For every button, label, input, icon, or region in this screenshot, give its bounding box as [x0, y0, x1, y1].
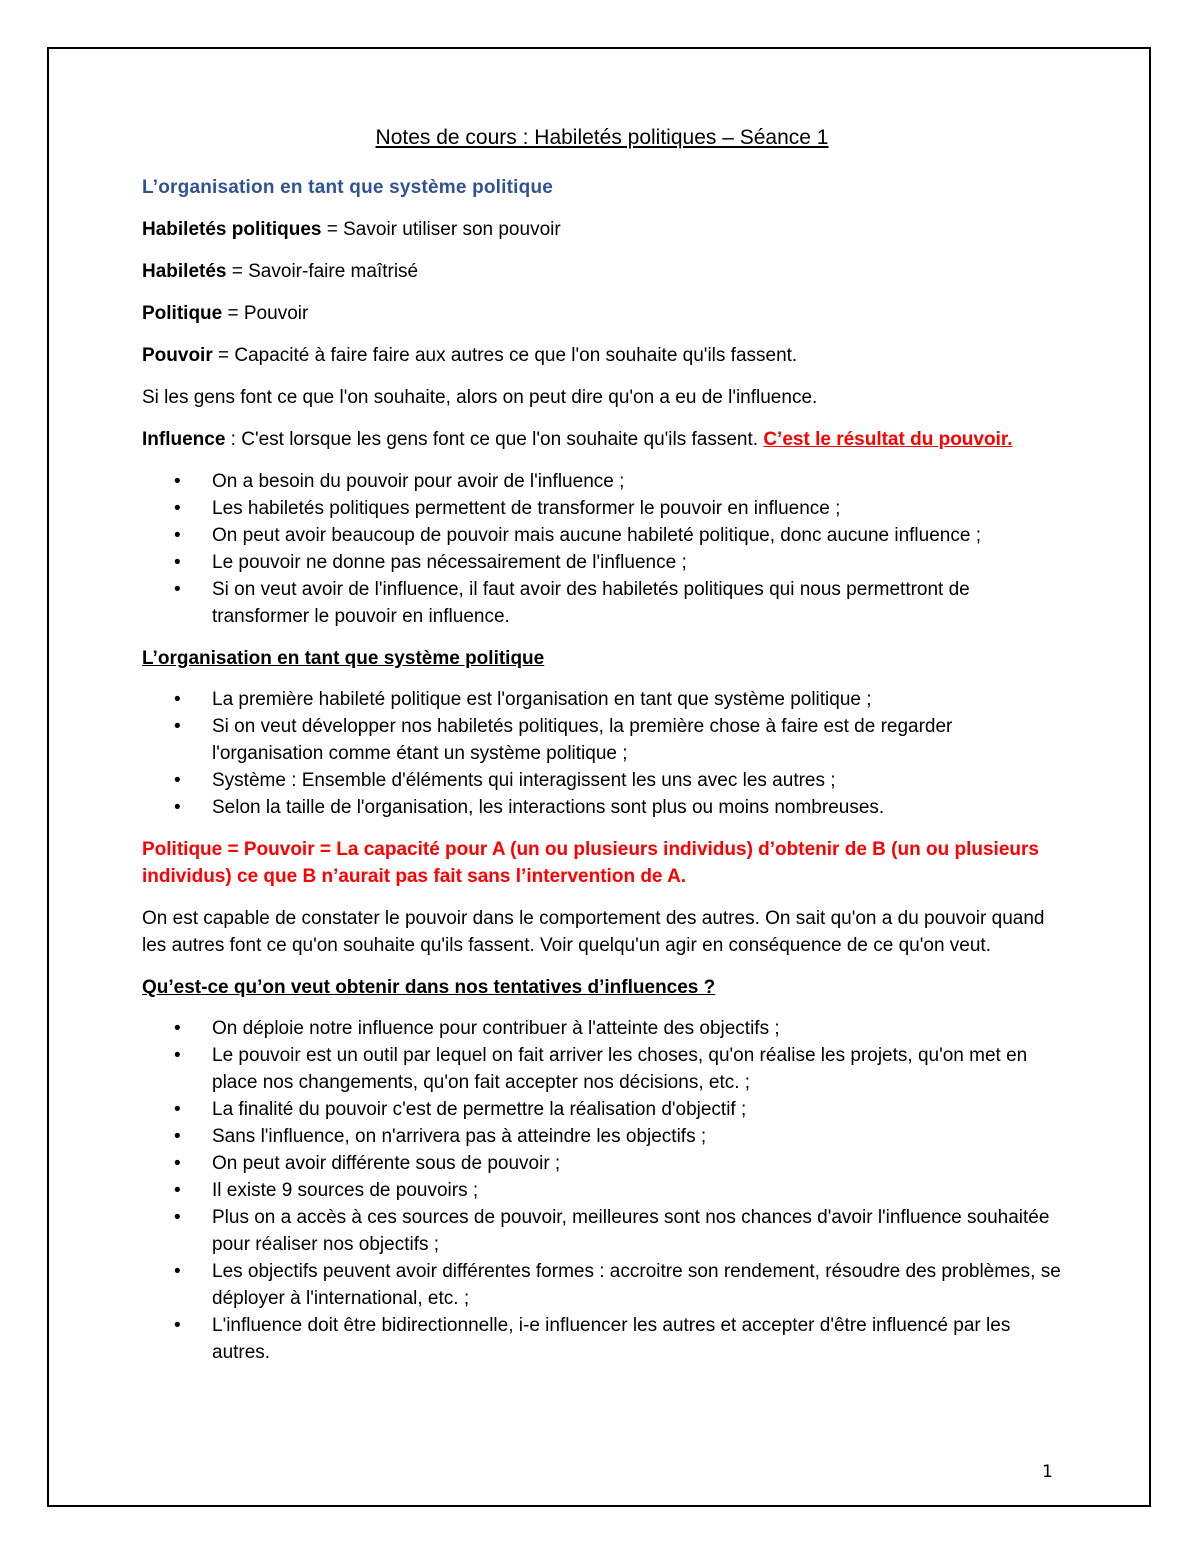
list-item: • On a besoin du pouvoir pour avoir de l'influence ; — [142, 468, 1062, 495]
section-heading-underlined: Qu’est-ce qu’on veut obtenir dans nos tentatives d’influences ? — [142, 977, 716, 998]
influence-highlight: C’est le résultat du pouvoir. — [763, 429, 1013, 450]
definition-text: = Capacité à faire faire aux autres ce que l'on souhaite qu'ils fassent. — [212, 345, 798, 366]
bullet-icon: • — [174, 1261, 181, 1282]
bullet-icon: • — [174, 1180, 181, 1201]
bullet-icon: • — [174, 525, 181, 546]
red-definition: Politique = Pouvoir = La capacité pour A (un ou plusieurs individus) d’obtenir de B (un ou plusieurs individus) ce que B n’aurait pas fait sans l’intervention de A. — [142, 839, 1039, 887]
section-heading-underlined: L’organisation en tant que système politique — [142, 648, 545, 669]
section-heading-blue: L’organisation en tant que système politique — [142, 177, 554, 198]
list-item: • On déploie notre influence pour contribuer à l'atteinte des objectifs ; — [142, 1015, 1062, 1042]
list-item: • On peut avoir différente sous de pouvoir ; — [142, 1150, 1062, 1177]
list-item: • Le pouvoir est un outil par lequel on fait arriver les choses, qu'on réalise les projets, qu'on met en place nos changements, qu'on fait accepter nos décisions, etc. ; — [142, 1042, 1062, 1096]
definition-text: = Savoir utiliser son pouvoir — [321, 219, 561, 240]
bullet-icon: • — [174, 1045, 181, 1066]
definition-term: Politique — [142, 303, 223, 324]
bullet-icon: • — [174, 1099, 181, 1120]
list-item: • Plus on a accès à ces sources de pouvoir, meilleures sont nos chances d'avoir l'influence souhaitée pour réaliser nos objectifs ; — [142, 1204, 1062, 1258]
bullet-icon: • — [174, 1315, 181, 1336]
bullet-icon: • — [174, 552, 181, 573]
definition-politique — [142, 300, 1062, 327]
definition-habiletes — [142, 258, 1062, 285]
list-item: • Les objectifs peuvent avoir différentes formes : accroitre son rendement, résoudre des problèmes, se déployer à l'international, etc. ; — [142, 1258, 1062, 1312]
bullet-list-systeme — [142, 686, 1062, 821]
definition-text: = Pouvoir — [222, 303, 309, 324]
bullet-icon: • — [174, 770, 181, 791]
list-item: • On peut avoir beaucoup de pouvoir mais aucune habileté politique, donc aucune influence ; — [142, 522, 1062, 549]
definition-term: Influence — [142, 429, 226, 450]
definition-habiletes-politiques — [142, 216, 1062, 243]
definition-influence — [142, 426, 1062, 453]
list-item: • Selon la taille de l'organisation, les interactions sont plus ou moins nombreuses. — [142, 794, 1062, 821]
page-title: Notes de cours : Habiletés politiques – Séance 1 — [375, 126, 829, 149]
power-paragraph: On est capable de constater le pouvoir dans le comportement des autres. On sait qu'on a du pouvoir quand les autres font ce qu'on souhaite qu'ils fassent. Voir quelqu'un agir en conséquence de ce qu'on veut. — [142, 908, 1045, 956]
bullet-icon: • — [174, 471, 181, 492]
page-number: 1 — [1042, 1462, 1053, 1482]
definition-term: Habiletés politiques — [142, 219, 322, 240]
definition-term: Habiletés — [142, 261, 227, 282]
list-item: • La première habileté politique est l'organisation en tant que système politique ; — [142, 686, 1062, 713]
list-item: • Il existe 9 sources de pouvoirs ; — [142, 1177, 1062, 1204]
list-item: • Les habiletés politiques permettent de transformer le pouvoir en influence ; — [142, 495, 1062, 522]
list-item: • La finalité du pouvoir c'est de permettre la réalisation d'objectif ; — [142, 1096, 1062, 1123]
list-item: • Système : Ensemble d'éléments qui interagissent les uns avec les autres ; — [142, 767, 1062, 794]
definition-text: = Savoir-faire maîtrisé — [226, 261, 419, 282]
list-item: • Sans l'influence, on n'arrivera pas à atteindre les objectifs ; — [142, 1123, 1062, 1150]
bullet-list-objectifs — [142, 1015, 1062, 1366]
bullet-icon: • — [174, 716, 181, 737]
bullet-icon: • — [174, 797, 181, 818]
list-item: • L'influence doit être bidirectionnelle, i-e influencer les autres et accepter d'être influencé par les autres. — [142, 1312, 1062, 1366]
bullet-icon: • — [174, 1207, 181, 1228]
influence-intro: Si les gens font ce que l'on souhaite, alors on peut dire qu'on a eu de l'influence. — [142, 387, 818, 408]
bullet-icon: • — [174, 689, 181, 710]
bullet-icon: • — [174, 1153, 181, 1174]
document-body — [142, 124, 1062, 1381]
list-item: • Si on veut développer nos habiletés politiques, la première chose à faire est de regarder l'organisation comme étant un système politique ; — [142, 713, 1062, 767]
bullet-icon: • — [174, 1018, 181, 1039]
definition-pouvoir — [142, 342, 1062, 369]
bullet-list-influence — [142, 468, 1062, 630]
bullet-icon: • — [174, 1126, 181, 1147]
definition-term: Pouvoir — [142, 345, 213, 366]
definition-text: : C'est lorsque les gens font ce que l'on souhaite qu'ils fassent. — [225, 429, 764, 450]
bullet-icon: • — [174, 498, 181, 519]
bullet-icon: • — [174, 579, 181, 600]
list-item: • Si on veut avoir de l'influence, il faut avoir des habiletés politiques qui nous permettront de transformer le pouvoir en influence. — [142, 576, 1062, 630]
list-item: • Le pouvoir ne donne pas nécessairement de l'influence ; — [142, 549, 1062, 576]
